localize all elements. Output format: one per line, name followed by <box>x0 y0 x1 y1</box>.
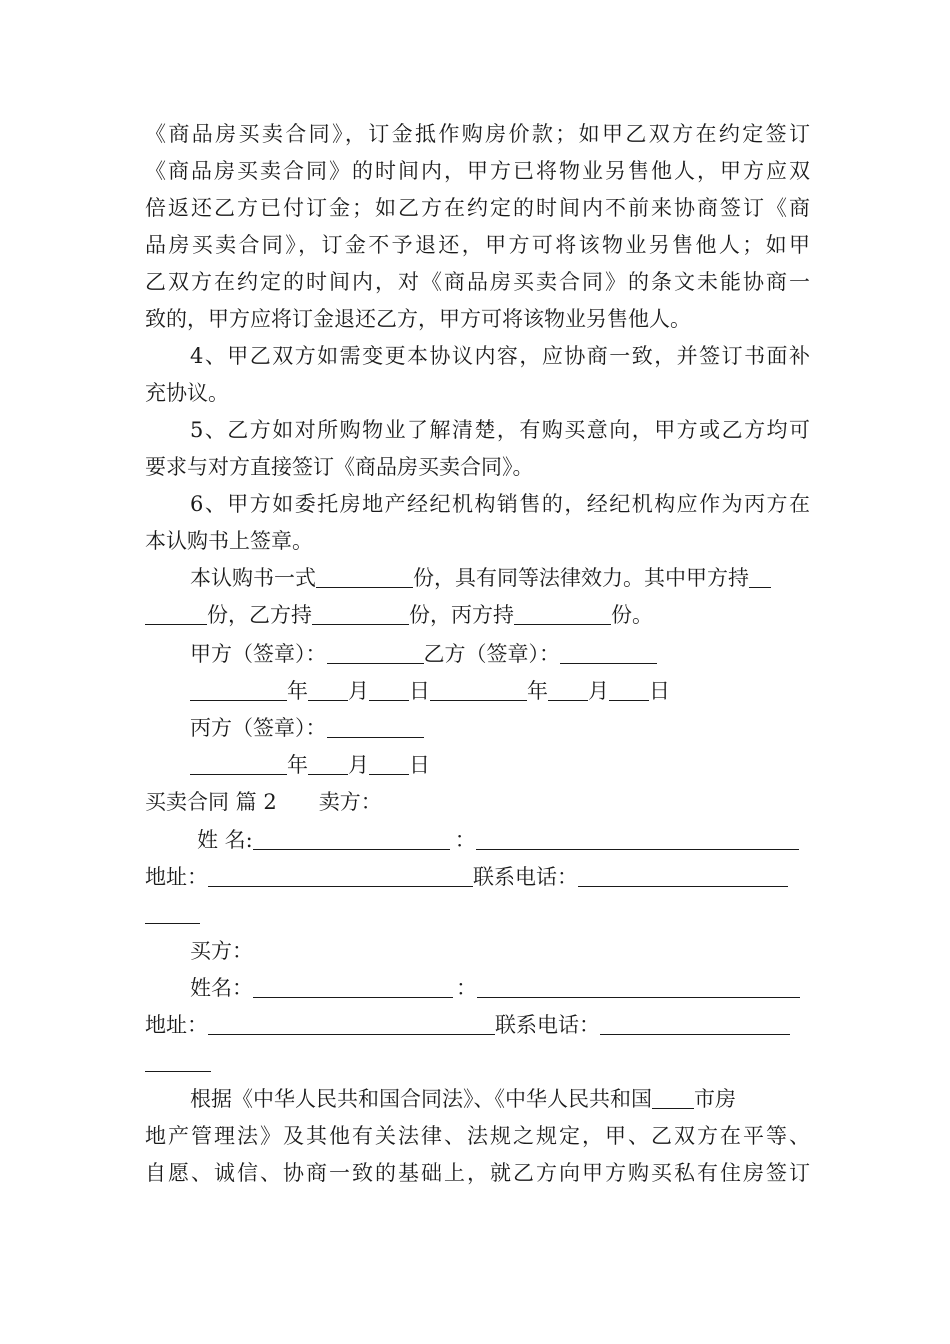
party-c-label: 丙方（签章）： <box>190 716 327 740</box>
blank-line[interactable] <box>514 602 611 625</box>
blank-line[interactable] <box>609 678 649 701</box>
clause-5-line: 要求与对方直接签订《商品房买卖合同》。 <box>145 455 534 479</box>
blank-line[interactable] <box>369 752 409 775</box>
copies-line <box>145 600 810 630</box>
seller-address-line <box>145 899 810 929</box>
basis-line: 自愿、诚信、协商一致的基础上，就乙方向甲方购买私有住房签订 <box>145 1161 810 1185</box>
blank-line[interactable] <box>190 678 287 701</box>
blank-line[interactable] <box>430 678 527 701</box>
blank-line[interactable] <box>578 864 788 887</box>
blank-line[interactable] <box>208 864 473 887</box>
blank-line[interactable] <box>312 602 409 625</box>
month-label: 月 <box>588 679 609 703</box>
seller-address-line <box>145 862 810 892</box>
copies-text: 份，丙方持 <box>409 603 514 627</box>
clause-4-line: 4、甲乙双方如需变更本协议内容，应协商一致，并签订书面补 <box>190 344 810 368</box>
year-label: 年 <box>527 679 548 703</box>
clause-5-line: 5、乙方如对所购物业了解清楚，有购买意向，甲方或乙方均可 <box>190 418 810 442</box>
phone-label: 联系电话： <box>473 865 578 889</box>
month-label: 月 <box>348 753 369 777</box>
buyer-heading: 买方： <box>190 939 253 963</box>
paragraph-line: 《商品房买卖合同》的时间内，甲方已将物业另售他人，甲方应双 <box>145 159 810 183</box>
basis-text: 市房 <box>694 1087 736 1111</box>
signature-line <box>190 639 810 669</box>
blank-line[interactable] <box>749 565 771 588</box>
name-label: 姓名： <box>190 976 253 1000</box>
paragraph-line: 倍返还乙方已付订金；如乙方在约定的时间内不前来协商签订《商 <box>145 196 810 220</box>
year-label: 年 <box>287 753 308 777</box>
clause-6-line: 6、甲方如委托房地产经纪机构销售的，经纪机构应作为丙方在 <box>190 492 810 516</box>
copies-text: 本认购书一式 <box>190 566 316 590</box>
address-label: 地址： <box>145 865 208 889</box>
date-line <box>190 676 810 706</box>
blank-line[interactable] <box>208 1012 495 1035</box>
blank-line[interactable] <box>190 752 287 775</box>
paragraph-line: 《商品房买卖合同》，订金抵作购房价款；如甲乙双方在约定签订 <box>145 122 810 146</box>
blank-line[interactable] <box>145 602 207 625</box>
basis-text: 根据《中华人民共和国合同法》、《中华人民共和国 <box>190 1087 652 1111</box>
phone-label: 联系电话： <box>495 1013 600 1037</box>
date-line <box>190 750 810 780</box>
seller-name-line <box>197 825 862 855</box>
copies-text: 份，乙方持 <box>207 603 312 627</box>
buyer-name-line <box>190 973 810 1003</box>
day-label: 日 <box>409 679 430 703</box>
basis-line: 地产管理法》及其他有关法律、法规之规定，甲、乙双方在平等、 <box>145 1124 810 1148</box>
party-b-label: 乙方（签章）： <box>423 642 560 666</box>
blank-line[interactable] <box>145 1049 211 1072</box>
blank-line[interactable] <box>253 827 450 850</box>
copies-line <box>190 563 810 593</box>
blank-line[interactable] <box>476 827 799 850</box>
blank-line[interactable] <box>477 975 800 998</box>
blank-line[interactable] <box>369 678 409 701</box>
blank-line[interactable] <box>327 641 424 664</box>
colon: ： <box>454 828 476 852</box>
blank-line[interactable] <box>316 565 413 588</box>
name-label: 姓 名: <box>197 828 253 852</box>
copies-text: 份。 <box>611 603 653 627</box>
paragraph-line: 致的，甲方应将订金退还乙方，甲方可将该物业另售他人。 <box>145 307 691 331</box>
basis-line <box>190 1084 810 1114</box>
colon: ： <box>456 976 477 1000</box>
clause-6-line: 本认购书上签章。 <box>145 529 313 553</box>
blank-line[interactable] <box>308 678 348 701</box>
section-heading-line <box>145 787 810 817</box>
address-label: 地址： <box>145 1013 208 1037</box>
month-label: 月 <box>348 679 369 703</box>
blank-line[interactable] <box>652 1086 694 1109</box>
blank-line[interactable] <box>308 752 348 775</box>
signature-line <box>190 713 810 743</box>
blank-line[interactable] <box>600 1012 790 1035</box>
section-title: 买卖合同 篇 2 <box>145 790 277 814</box>
paragraph-line: 品房买卖合同》，订金不予退还，甲方可将该物业另售他人；如甲 <box>145 233 810 257</box>
seller-label: 卖方： <box>318 790 382 814</box>
blank-line[interactable] <box>548 678 588 701</box>
copies-text: 份，具有同等法律效力。其中甲方持 <box>413 566 749 590</box>
day-label: 日 <box>409 753 430 777</box>
year-label: 年 <box>287 679 308 703</box>
paragraph-line: 乙双方在约定的时间内，对《商品房买卖合同》的条文未能协商一 <box>145 270 810 294</box>
clause-4-line: 充协议。 <box>145 381 229 405</box>
buyer-address-line <box>145 1047 810 1077</box>
day-label: 日 <box>649 679 670 703</box>
buyer-address-line <box>145 1010 810 1040</box>
blank-line[interactable] <box>253 975 453 998</box>
blank-line[interactable] <box>560 641 657 664</box>
blank-line[interactable] <box>145 901 200 924</box>
party-a-label: 甲方（签章）： <box>190 642 327 666</box>
blank-line[interactable] <box>327 715 424 738</box>
